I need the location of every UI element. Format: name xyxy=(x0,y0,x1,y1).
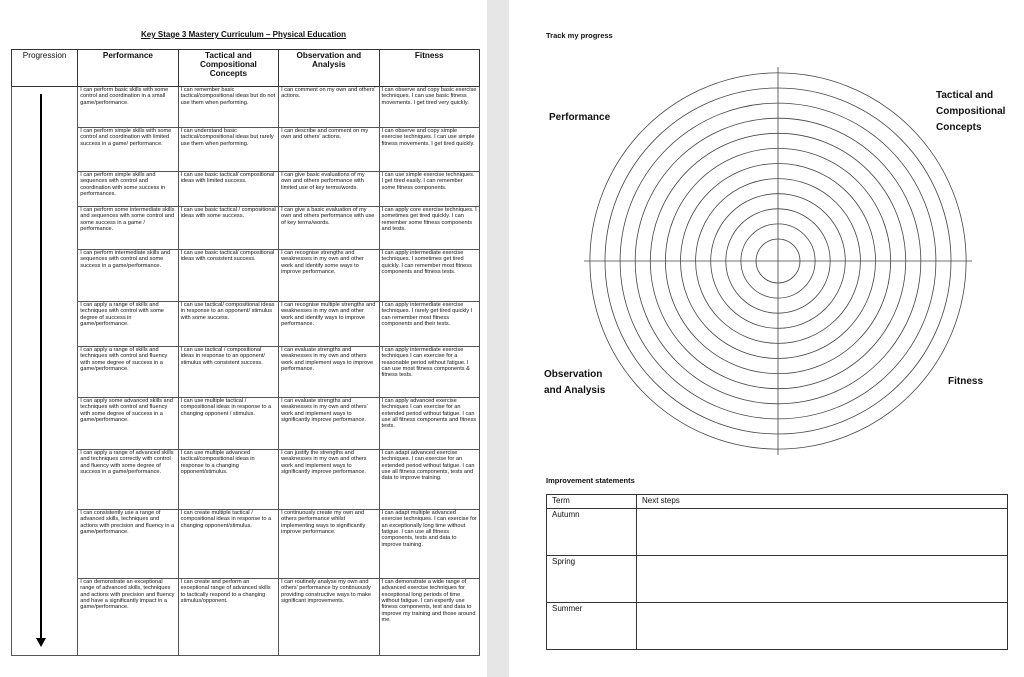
term-summer: Summer xyxy=(547,603,637,650)
table-row xyxy=(12,172,480,207)
progression-cell xyxy=(12,87,78,656)
cell-performance: I can perform simple skills with some control and coordination with limited success in a game/ performance. xyxy=(78,128,178,172)
cell-tactical: I can use basic tactical/ compositional ideas with limited success. xyxy=(178,172,278,207)
label-observation-line-1: Observation xyxy=(544,369,603,380)
table-header-row xyxy=(12,50,480,87)
cell-tactical: I can use tactical / compositional ideas in response to an opponent/ stimulus with consistent success. xyxy=(178,347,278,398)
curriculum-page xyxy=(0,0,487,677)
cell-observation: I continuously create my own and others performance whilst implementing ways to significantly improve performance. xyxy=(279,510,379,579)
header-tactical: Tactical and Compositional Concepts xyxy=(178,50,278,87)
cell-fitness: I can use simple exercise techniques. I get tired easily. I can remember some fitness components. xyxy=(379,172,479,207)
table-row xyxy=(12,302,480,347)
table-row xyxy=(12,510,480,579)
table-row xyxy=(12,450,480,510)
cell-fitness: I can demonstrate a wide range of advanced exercise techniques for exceptional long periods of time without fatigue. I can expertly use fitness components, test and data to improve my training and those around me. xyxy=(379,579,479,656)
label-tactical xyxy=(936,88,1005,136)
header-fitness: Fitness xyxy=(379,50,479,87)
table-row xyxy=(12,128,480,172)
header-performance: Performance xyxy=(78,50,178,87)
tracker-title: Track my progress xyxy=(546,31,613,40)
cell-performance: I can perform some intermediate skills and sequences with some control and some success in a game / performance. xyxy=(78,207,178,250)
label-observation xyxy=(544,367,605,399)
cell-tactical: I can create and perform an exceptional range of advanced skills to tactically respond to a changing stimulus/opponent. xyxy=(178,579,278,656)
cell-performance: I can consistently use a range of advanced skills, techniques and actions with precision and fluency in a game/performance. xyxy=(78,510,178,579)
next-steps-summer[interactable] xyxy=(637,603,1008,650)
header-progression: Progression xyxy=(12,50,78,87)
progress-target-chart xyxy=(579,62,977,460)
cell-fitness: I can adapt multiple advanced exercise techniques. I can exercise for an exceptionally long time without fatigue. I can use all fitness components, tests and data to improve training. xyxy=(379,510,479,579)
improvement-title: Improvement statements xyxy=(546,476,635,485)
improvement-row xyxy=(547,603,1008,650)
cell-tactical: I can use tactical/ compositional ideas in response to an opponent/ stimulus with some success. xyxy=(178,302,278,347)
cell-performance: I can apply some advanced skills and techniques with control and fluency with some degree of success in a game/performance. xyxy=(78,398,178,450)
cell-observation: I can evaluate strengths and weaknesses in my own and others work and implement ways to improve performance. xyxy=(279,347,379,398)
cell-performance: I can apply a range of skills and techniques with control with some degree of success in game/performance. xyxy=(78,302,178,347)
cell-fitness: I can apply intermediate exercise techniques I can exercise for a reasonable period without fatigue. I can use most fitness components & fitness tests. xyxy=(379,347,479,398)
cell-fitness: I can apply intermediate exercise techniques. I rarely get tired quickly I can remember most fitness components and their tests. xyxy=(379,302,479,347)
cell-performance: I can perform intermediate skills and sequences with control and some success in a game/performance. xyxy=(78,250,178,302)
improvement-header-row xyxy=(547,495,1008,509)
cell-observation: I can give a basic evaluation of my own and others performance with use of key terms/words. xyxy=(279,207,379,250)
cell-tactical: I can remember basic tactical/compositional ideas but do not use them when performing. xyxy=(178,87,278,128)
cell-fitness: I can observe and copy basic exercise techniques. I can use basic fitness movements. I get tired very quickly. xyxy=(379,87,479,128)
cell-performance: I can perform simple skills and sequences with control and coordination with some success in performances. xyxy=(78,172,178,207)
cell-observation: I can recognise strengths and weaknesses in my own and other work and identify some ways to improve performance. xyxy=(279,250,379,302)
improvement-header-next: Next steps xyxy=(637,495,1008,509)
table-row xyxy=(12,347,480,398)
tracker-page xyxy=(509,0,1024,677)
table-row xyxy=(12,398,480,450)
cell-fitness: I can apply advanced exercise techniques I can exercise for an extended period without fatigue. I can use all fitness components and fitness tests. xyxy=(379,398,479,450)
cell-observation: I can recognise multiple strengths and weaknesses in my own and other work and identify ways to improve performance. xyxy=(279,302,379,347)
cell-tactical: I can use basic tactical / compositional ideas with some success. xyxy=(178,207,278,250)
improvement-row xyxy=(547,509,1008,556)
cell-observation: I can give basic evaluations of my own and others performance with limited use of key terms/words. xyxy=(279,172,379,207)
cell-performance: I can apply a range of skills and techniques with control and fluency with some degree of success in a game/performance. xyxy=(78,347,178,398)
cell-observation: I can comment on my own and others' actions. xyxy=(279,87,379,128)
cell-performance: I can demonstrate an exceptional range of advanced skills, techniques and actions with precision and fluency and have a significantly impact in a game/performance. xyxy=(78,579,178,656)
term-spring: Spring xyxy=(547,556,637,603)
next-steps-spring[interactable] xyxy=(637,556,1008,603)
label-performance: Performance xyxy=(549,112,611,123)
cell-fitness: I can apply intermediate exercise techniques. I sometimes get tired quickly. I can remember most fitness components and fitness tests. xyxy=(379,250,479,302)
cell-observation: I can routinely analyse my own and others' performance by continuously providing constructive ways to make significant improvements. xyxy=(279,579,379,656)
progression-arrowhead xyxy=(36,638,46,647)
table-row xyxy=(12,579,480,656)
cell-performance: I can perform basic skills with some control and coordination in a small game/performance. xyxy=(78,87,178,128)
label-tactical-line-1: Tactical and xyxy=(936,90,994,101)
label-observation-line-2: and Analysis xyxy=(544,385,606,396)
cell-fitness: I can adapt advanced exercise techniques. I can exercise for an extended period without fatigue. I can use all fitness components, tests and data to improve training. xyxy=(379,450,479,510)
curriculum-table xyxy=(11,49,480,656)
table-row xyxy=(12,207,480,250)
cell-fitness: I can observe and copy simple exercise techniques. I can use simple fitness movements. I get tired quickly. xyxy=(379,128,479,172)
document-title: Key Stage 3 Mastery Curriculum – Physical Education xyxy=(141,30,346,39)
table-row xyxy=(12,250,480,302)
table-row xyxy=(12,87,480,128)
cell-fitness: I can apply core exercise techniques. I sometimes get tired quickly. I can remember some fitness components and tests. xyxy=(379,207,479,250)
cell-tactical: I can use multiple advanced tactical/compositional ideas in response to a changing opponent/stimulus. xyxy=(178,450,278,510)
cell-observation: I can justify the strengths and weaknesses in my own and others work and implement ways to significantly improve performance. xyxy=(279,450,379,510)
next-steps-autumn[interactable] xyxy=(637,509,1008,556)
cell-observation: I can describe and comment on my own and others' actions. xyxy=(279,128,379,172)
progression-arrow xyxy=(40,94,42,640)
cell-performance: I can apply a range of advanced skills and techniques correctly with control and fluency with some degree of success in a game/performance. xyxy=(78,450,178,510)
improvement-row xyxy=(547,556,1008,603)
cell-tactical: I can use multiple tactical / compositional ideas in response to a changing opponent / stimulus. xyxy=(178,398,278,450)
cell-observation: I can evaluate strengths and weaknesses in my own and others' work and implement ways to significantly improve performance. xyxy=(279,398,379,450)
improvement-table xyxy=(546,494,1008,650)
label-tactical-line-3: Concepts xyxy=(936,122,982,133)
term-autumn: Autumn xyxy=(547,509,637,556)
improvement-header-term: Term xyxy=(547,495,637,509)
header-observation: Observation and Analysis xyxy=(279,50,379,87)
cell-tactical: I can use basic tactical/ compositional ideas with consistent success. xyxy=(178,250,278,302)
cell-tactical: I can create multiple tactical / compositional ideas in response to a changing opponent/stimulus. xyxy=(178,510,278,579)
label-tactical-line-2: Compositional xyxy=(936,106,1006,117)
label-fitness: Fitness xyxy=(948,376,984,387)
cell-tactical: I can understand basic tactical/compositional ideas but rarely use them when performing. xyxy=(178,128,278,172)
